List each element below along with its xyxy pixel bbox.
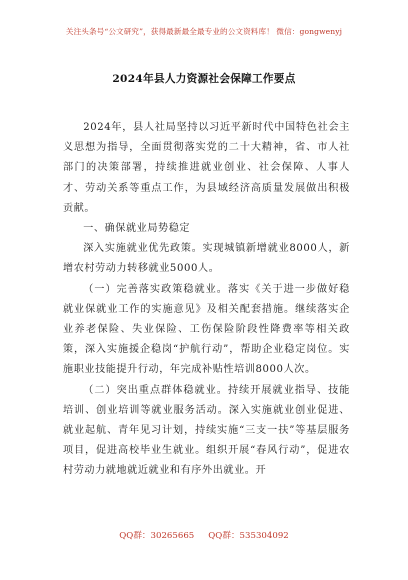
body-paragraph: （二）突出重点群体稳就业。持续开展就业指导、技能培训、创业培训等就业服务活动。深入实施就业创业促进、就业起航、青年见习计划，持续实施“三支一扶”等基层服务项目，促进高校毕业生就业。组织开展“春风行动”，促进农村劳动力就地就近就业和有序外出就业。开 (63, 384, 350, 477)
header-notice: 关注头条号“公文研究”，获得最新最全最专业的公文资料库！ 微信：gongwenyj (65, 27, 343, 36)
qq-group-label-2: QQ群： (208, 531, 240, 541)
qq-group-number-2: 535304092 (239, 531, 289, 541)
section-heading-1: 一、确保就业局势稳定 (83, 223, 191, 235)
qq-group-label-1: QQ群： (119, 531, 151, 541)
document-title: 2024年县人力资源社会保障工作要点 (112, 73, 296, 85)
qq-group-number-1: 30265665 (150, 531, 195, 541)
document-body (63, 118, 350, 482)
intro-paragraph: 2024年，县人社局坚持以习近平新时代中国特色社会主义思想为指导，全面贯彻落实党的二十大精神，省、市人社部门的决策部署，持续推进就业创业、社会保障、人事人才、劳动关系等重点工作，为县域经济高质量发展做出积极贡献。 (63, 122, 350, 214)
body-paragraph: 深入实施就业优先政策。实现城镇新增就业8000人，新增农村劳动力转移就业5000人。 (63, 243, 350, 275)
footer-contact (0, 529, 408, 541)
body-paragraph: （一）完善落实政策稳就业。落实《关于进一步做好稳就业保就业工作的实施意见》及相关配套措施。继续落实企业养老保险、失业保险、工伤保险阶段性降费率等相关政策，深入实施援企稳岗“护航行动”，帮助企业稳定岗位。实施职业技能提升行动，年完成补贴性培训8000人次。 (63, 283, 350, 376)
